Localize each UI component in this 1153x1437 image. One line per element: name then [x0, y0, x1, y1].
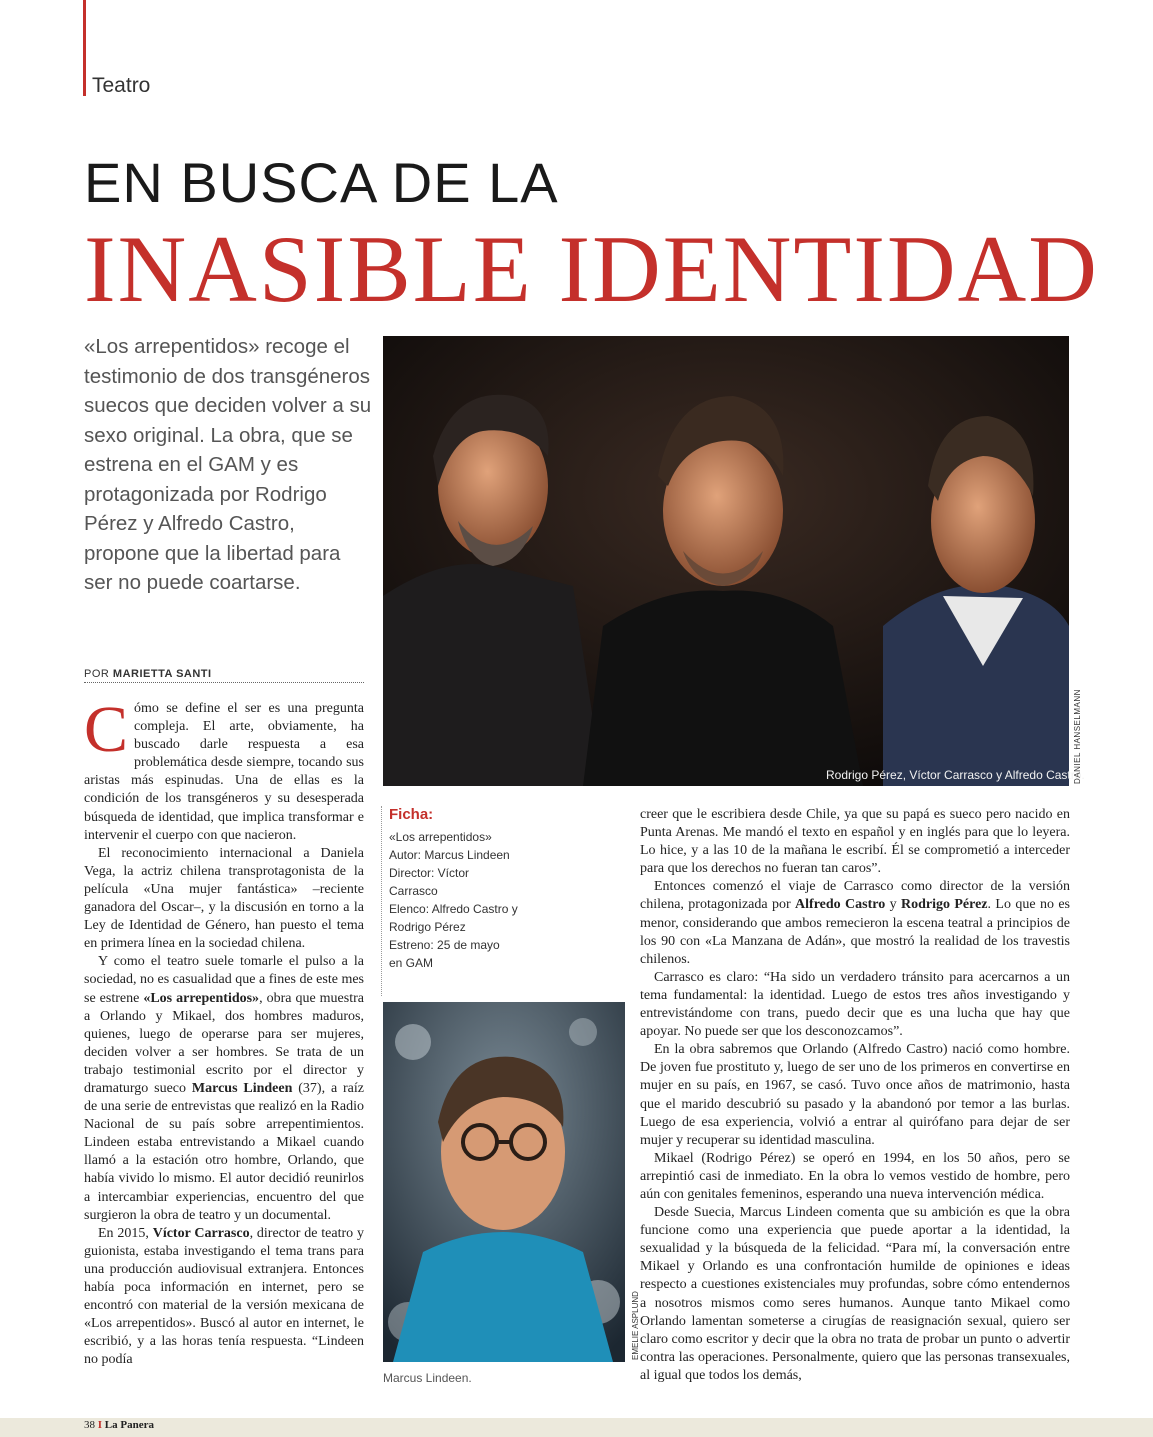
portrait-photo-caption: Marcus Lindeen.: [383, 1371, 472, 1385]
p3-text-a: Y como el teatro suele tomarle el pulso a la sociedad, no es casualidad que a fines de este mes se estrene: [84, 954, 364, 1006]
p4-text-c: , director de teatro y guionista, estaba investigando el tema trans para una producción audiovisual extranjera. Entonces había poca información en internet, pero se encontró con material de la versión mexicana de «Los arrepentidos». Buscó al autor en internet, le escribió, y a las horas tenía respuesta. “Lindeen no podía: [84, 1225, 364, 1368]
ficha-line: Autor: Marcus Lindeen: [389, 848, 510, 862]
section-accent-bar: [83, 0, 86, 96]
lead-paragraph: «Los arrepentidos» recoge el testimonio de dos transgéneros suecos que deciden volver a su sexo original. La obra, que se estrena en el GAM y es protagonizada por Rodrigo Pérez y Alfredo Castro, propone que la libertad para ser no puede coartarse.: [84, 335, 372, 594]
p3-text-c: , obra que muestra a Orlando y Mikael, dos hombres maduros, quienes, luego de operarse para ser mujeres, deciden volver a ser hombres. Se trata de un trabajo testimonial escrito por el director y dramaturgo sueco: [84, 990, 364, 1096]
paragraph-2: El reconocimiento internacional a Daniela Vega, la actriz chilena transprotagonista de la película «Una mujer fantástica» –reciente ganadora del Oscar–, y la discusión en torno a la Ley de Identidad de Género, han puesto el tema en primera línea en la sociedad chilena.: [84, 845, 364, 952]
ficha-line: Estreno: 25 de mayo: [389, 938, 500, 952]
ficha-divider: [381, 806, 382, 996]
footer: [84, 1419, 154, 1431]
paragraph-6: [640, 878, 1070, 968]
p6-bold-actor-2: Rodrigo Pérez: [900, 897, 988, 913]
p4-bold-director: Víctor Carrasco: [152, 1225, 250, 1241]
ficha-line: en GAM: [389, 956, 434, 970]
p4-text-a: En 2015,: [98, 1225, 153, 1241]
main-photo-illustration: [383, 336, 1069, 786]
portrait-photo: [383, 1002, 625, 1362]
p3-text-e: (37), a raíz de una serie de entrevistas que realizó en la Radio Nacional de su país sobre arrepentimientos. Lindeen estaba entrevistando a Mikael cuando llamó a la estación otro hombre, Orlando, que había vivido lo mismo. El autor decidió reunirlos a intercambiar experiencias, encuentro del que surgieron la obra de teatro y un documental.: [84, 1080, 364, 1223]
paragraph-10: Desde Suecia, Marcus Lindeen comenta que su ambición es que la obra funcione como una experiencia que puede aportar a la identidad, la sexualidad y la búsqueda de la felicidad. “Para mí, la conversación entre Mikael y Orlando es una confrontación humilde de opiniones e ideas respecto a cuestiones existenciales muy profundas, sobre cómo entendernos a nosotros mismos como seres humanos. Aunque tanto Mikael como Orlando lamentan someterse a cirugías de reasignación sexual, quiero ser claro como escritor y decir que la obra no trata de probar un punto o advertir contra las operaciones. Personalmente, quiero que las personas transexuales, al igual que todos los demás,: [640, 1205, 1070, 1383]
paragraph-1: [84, 693, 364, 845]
p3-bold-title: «Los arrepentidos»: [143, 990, 260, 1006]
page-number: 38: [84, 1419, 95, 1431]
paragraph-7: Carrasco es claro: “Ha sido un verdadero tránsito para acercarnos a un tema fundamental: la identidad. Luego de estos tres años investigando y entrevistándome con trans, puedo decir que es una lucha que hay que apoyar. No puede ser que los desconozcamos”.: [640, 969, 1070, 1040]
ficha-line: Carrasco: [389, 884, 438, 898]
main-photo-credit: DANIEL HANSELMANN: [1073, 689, 1082, 784]
ficha-line: Elenco: Alfredo Castro y: [389, 902, 518, 916]
p3-bold-author: Marcus Lindeen: [191, 1080, 293, 1096]
paragraph-5: creer que le escribiera desde Chile, ya que su papá es sueco pero nacido en Punta Arenas. Me mandó el texto en español y en inglés para que lo leyera. Lo hice, y a las 10 de la mañana le escribí. Él se comprometió a interceder para que los derechos no fueran tan caros”.: [640, 807, 1070, 877]
ficha-line: Rodrigo Pérez: [389, 920, 466, 934]
ficha-line: «Los arrepentidos»: [389, 830, 492, 844]
section-label: Teatro: [92, 74, 151, 97]
p6-text-c: y: [885, 897, 901, 913]
portrait-photo-illustration: [383, 1002, 625, 1362]
headline-line-2: INASIBLE IDENTIDAD: [84, 216, 1099, 322]
byline-author: MARIETTA SANTI: [112, 668, 212, 680]
byline: [84, 668, 364, 683]
ficha-line: Director: Víctor: [389, 866, 470, 880]
paragraph-9: Mikael (Rodrigo Pérez) se operó en 1994, en los 50 años, pero se arrepintió casi de inmediato. En la obra lo vemos vestido de hombre, pero aún con genitales femeninos, esperando una nueva intervención médica.: [640, 1150, 1070, 1202]
article-column-1: [84, 693, 364, 1369]
headline-line-1: EN BUSCA DE LA: [84, 151, 559, 214]
p6-text-e: . Lo que no es menor, considerando que ambos remecieron la escena teatral a principios de los 90 con «La Manzana de Adán», que mostró la realidad de los travestis chilenos.: [640, 897, 1070, 967]
paragraph-4: [84, 1225, 364, 1370]
main-photo-caption: Rodrigo Pérez, Víctor Carrasco y Alfredo Castro.: [826, 768, 1085, 782]
magazine-name: La Panera: [104, 1419, 154, 1431]
drop-cap: C: [84, 693, 129, 766]
footer-bar: [0, 1418, 1153, 1437]
main-photo: [383, 336, 1069, 786]
paragraph-3: [84, 953, 364, 1224]
p6-text-a: Entonces comenzó el viaje de Carrasco como director de la versión chilena, protagonizada por: [640, 879, 1070, 913]
ficha-title: Ficha:: [389, 806, 434, 823]
byline-prefix: POR: [84, 668, 110, 680]
article-column-2: [640, 806, 1070, 1385]
paragraph-1-text: ómo se define el ser es una pregunta compleja. El arte, obviamente, ha buscado darle respuesta a esa problemática desde siempre, tocando sus aristas más espinudas. Una de ellas es la condición de los transgéneros y su desesperada búsqueda de identidad, que implica transformar e intervenir el cuerpo con que nacieron.: [84, 701, 364, 843]
portrait-photo-credit: EMELIE ASPLUND: [631, 1291, 640, 1360]
paragraph-8: En la obra sabremos que Orlando (Alfredo Castro) nació como hombre. De joven fue prostituto y, luego de ser uno de los primeros en convertirse en mujer en su país, en 1967, se casó. Tuvo once años de matrimonio, hasta que el marido descubrió su pasado y la abandonó por temor a las burlas. Luego de esa experiencia, volvió a entrar al quirófano para dejar de ser mujer y recuperar su identidad masculina.: [640, 1042, 1070, 1148]
p6-bold-actor-1: Alfredo Castro: [795, 897, 886, 913]
footer-separator: I: [97, 1419, 103, 1431]
